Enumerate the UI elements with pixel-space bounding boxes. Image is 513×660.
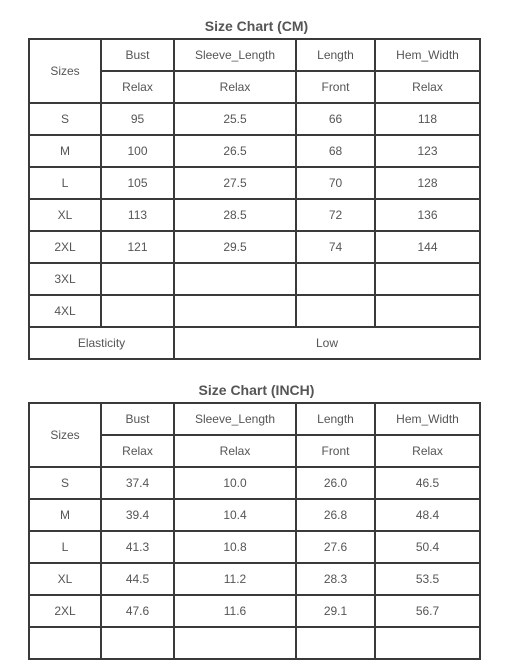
value-cell xyxy=(101,627,174,659)
value-cell: 72 xyxy=(296,199,375,231)
table-row xyxy=(29,627,480,659)
value-cell: 70 xyxy=(296,167,375,199)
value-cell: 56.7 xyxy=(375,595,480,627)
value-cell: 37.4 xyxy=(101,467,174,499)
table-row xyxy=(29,467,480,499)
table-row xyxy=(29,531,480,563)
header-sizes: Sizes xyxy=(29,403,101,467)
size-cell: S xyxy=(29,467,101,499)
table-row xyxy=(29,295,480,327)
value-cell: 28.5 xyxy=(174,199,296,231)
value-cell xyxy=(296,295,375,327)
value-cell xyxy=(174,295,296,327)
header-measure: Length xyxy=(296,39,375,71)
table-row xyxy=(29,263,480,295)
value-cell: 123 xyxy=(375,135,480,167)
value-cell xyxy=(296,263,375,295)
header-sub: Front xyxy=(296,71,375,103)
header-row xyxy=(29,403,480,435)
value-cell: 25.5 xyxy=(174,103,296,135)
size-chart-inch-table xyxy=(28,402,481,660)
value-cell: 53.5 xyxy=(375,563,480,595)
size-cell: 2XL xyxy=(29,595,101,627)
value-cell: 48.4 xyxy=(375,499,480,531)
size-cell: 2XL xyxy=(29,231,101,263)
header-measure: Hem_Width xyxy=(375,403,480,435)
value-cell: 39.4 xyxy=(101,499,174,531)
value-cell: 105 xyxy=(101,167,174,199)
value-cell: 68 xyxy=(296,135,375,167)
value-cell: 26.8 xyxy=(296,499,375,531)
value-cell xyxy=(101,263,174,295)
value-cell: 10.4 xyxy=(174,499,296,531)
header-sub: Relax xyxy=(174,435,296,467)
value-cell: 11.6 xyxy=(174,595,296,627)
value-cell: 136 xyxy=(375,199,480,231)
value-cell: 47.6 xyxy=(101,595,174,627)
value-cell: 128 xyxy=(375,167,480,199)
value-cell: 41.3 xyxy=(101,531,174,563)
value-cell xyxy=(174,627,296,659)
value-cell: 74 xyxy=(296,231,375,263)
value-cell: 95 xyxy=(101,103,174,135)
value-cell: 50.4 xyxy=(375,531,480,563)
value-cell: 11.2 xyxy=(174,563,296,595)
table-row xyxy=(29,135,480,167)
value-cell: 10.8 xyxy=(174,531,296,563)
size-cell: L xyxy=(29,531,101,563)
value-cell: 121 xyxy=(101,231,174,263)
value-cell: 10.0 xyxy=(174,467,296,499)
size-cell: M xyxy=(29,499,101,531)
value-cell: 29.5 xyxy=(174,231,296,263)
value-cell: 144 xyxy=(375,231,480,263)
value-cell: 26.5 xyxy=(174,135,296,167)
header-sub: Relax xyxy=(174,71,296,103)
header-measure: Bust xyxy=(101,403,174,435)
value-cell: 28.3 xyxy=(296,563,375,595)
header-measure: Bust xyxy=(101,39,174,71)
size-chart-cm-title: Size Chart (CM) xyxy=(204,18,309,34)
size-chart-cm-table xyxy=(28,38,481,360)
header-sub: Relax xyxy=(101,435,174,467)
value-cell xyxy=(296,627,375,659)
table-row xyxy=(29,563,480,595)
value-cell: 66 xyxy=(296,103,375,135)
header-measure: Sleeve_Length xyxy=(174,39,296,71)
value-cell: 44.5 xyxy=(101,563,174,595)
size-cell: 4XL xyxy=(29,295,101,327)
value-cell: 26.0 xyxy=(296,467,375,499)
header-measure: Length xyxy=(296,403,375,435)
size-chart-inch-title: Size Chart (INCH) xyxy=(198,382,315,398)
size-cell xyxy=(29,627,101,659)
value-cell: 113 xyxy=(101,199,174,231)
elasticity-row xyxy=(29,327,480,359)
value-cell: 27.5 xyxy=(174,167,296,199)
header-measure: Hem_Width xyxy=(375,39,480,71)
table-row xyxy=(29,167,480,199)
table-row xyxy=(29,231,480,263)
header-sizes: Sizes xyxy=(29,39,101,103)
table-row xyxy=(29,499,480,531)
size-cell: XL xyxy=(29,199,101,231)
table-row xyxy=(29,103,480,135)
value-cell: 27.6 xyxy=(296,531,375,563)
value-cell xyxy=(101,295,174,327)
elasticity-label: Elasticity xyxy=(29,327,174,359)
value-cell xyxy=(375,295,480,327)
header-sub: Front xyxy=(296,435,375,467)
value-cell: 118 xyxy=(375,103,480,135)
header-sub: Relax xyxy=(375,71,480,103)
size-cell: L xyxy=(29,167,101,199)
value-cell: 29.1 xyxy=(296,595,375,627)
value-cell xyxy=(174,263,296,295)
size-cell: M xyxy=(29,135,101,167)
size-cell: 3XL xyxy=(29,263,101,295)
elasticity-value: Low xyxy=(174,327,480,359)
value-cell: 46.5 xyxy=(375,467,480,499)
table-row xyxy=(29,595,480,627)
header-measure: Sleeve_Length xyxy=(174,403,296,435)
value-cell: 100 xyxy=(101,135,174,167)
size-cell: S xyxy=(29,103,101,135)
header-sub: Relax xyxy=(101,71,174,103)
size-cell: XL xyxy=(29,563,101,595)
table-row xyxy=(29,199,480,231)
value-cell xyxy=(375,627,480,659)
header-row xyxy=(29,39,480,71)
header-sub: Relax xyxy=(375,435,480,467)
value-cell xyxy=(375,263,480,295)
